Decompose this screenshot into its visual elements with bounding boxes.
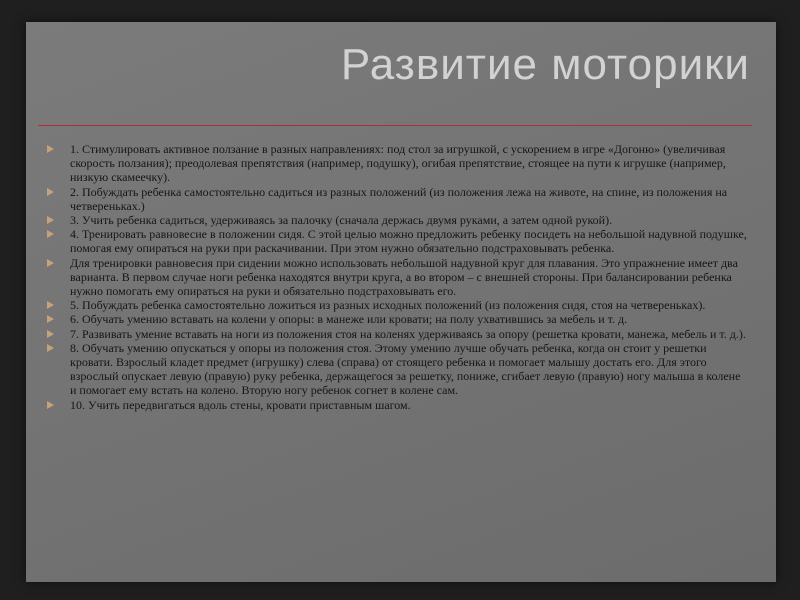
paragraph-text: 4. Тренировать равновесие в положении сидя. С этой целью можно предложить ребенку посидеть на небольшой надувной подушке, помогая ему опираться на руки при раскачивании. При этом нужно обязательно подстраховывать ребенка. [70,227,747,256]
bullet-arrow-icon [47,301,54,309]
bullet-arrow-icon [47,330,54,338]
bullet-arrow-icon [47,145,54,153]
bullet-list [44,142,749,412]
slide-title: Развитие моторики [340,40,750,89]
paragraph-text: 5. Побуждать ребенка самостоятельно ложиться из разных исходных положений (из положения сидя, стоя на четвереньках). [70,298,706,313]
list-item [44,312,749,326]
bullet-arrow-icon [47,401,54,409]
bullet-arrow-icon [47,188,54,196]
list-item [44,185,749,213]
paragraph-text: 2. Побуждать ребенка самостоятельно садиться из разных положений (из положения лежа на животе, на спине, из положения на четвереньках.) [70,184,728,213]
bullet-arrow-icon [47,216,54,224]
bullet-arrow-icon [47,259,54,267]
list-item [44,142,749,185]
paragraph-text: 10. Учить передвигаться вдоль стены, кровати приставным шагом. [70,397,411,412]
paragraph-text: 3. Учить ребенка садиться, удерживаясь за палочку (сначала держась двумя руками, а затем одной рукой). [70,213,613,228]
list-item [44,341,749,398]
bullet-arrow-icon [47,230,54,238]
list-item [44,298,749,312]
paragraph-text: Для тренировки равновесия при сидении можно использовать небольшой надувной круг для плавания. Это упражнение имеет два варианта. В первом случае ноги ребенка находятся внутри круга, а во втором – с внешней стороны. При балансировании ребенка нужно помогать ему опираться на руки и обязательно подстраховывать его. [70,255,738,299]
bullet-arrow-icon [47,315,54,323]
bullet-arrow-icon [47,344,54,352]
list-item [44,327,749,341]
list-item [44,213,749,227]
paragraph-text: 8. Обучать умению опускаться у опоры из положения стоя. Этому умению лучше обучать ребенка, когда он стоит у решетки кровати. Взрослый кладет предмет (игрушку) слева (справа) от стоящего ребенка и помогает малышу достать его. Для этого взрослый опускает левую (правую) руку ребенка, держащегося за решетку, пониже, сгибает левую (правую) ногу малыша в колене и помогает ему встать на колено. Вторую ногу ребенок согнет в колене сам. [70,340,741,398]
paragraph-text: 7. Развивать умение вставать на ноги из положения стоя на коленях удерживаясь за опору (решетка кровати, манежа, мебель и т. д.). [70,326,746,341]
list-item [44,227,749,255]
paragraph-text: 6. Обучать умению вставать на колени у опоры: в манеже или кровати; на полу ухватившись за мебель и т. д. [70,312,628,327]
list-item [44,398,749,412]
paragraph-text: 1. Стимулировать активное ползание в разных направлениях: под стол за игрушкой, с ускорением в игре «Догоню» (увеличивая скорость ползания); преодолевая препятствия (например, подушку), огибая препятствие, стоящее на пути к игрушке (например, низкую скамеечку). [70,142,726,185]
title-divider [38,125,752,126]
list-item [44,256,749,299]
